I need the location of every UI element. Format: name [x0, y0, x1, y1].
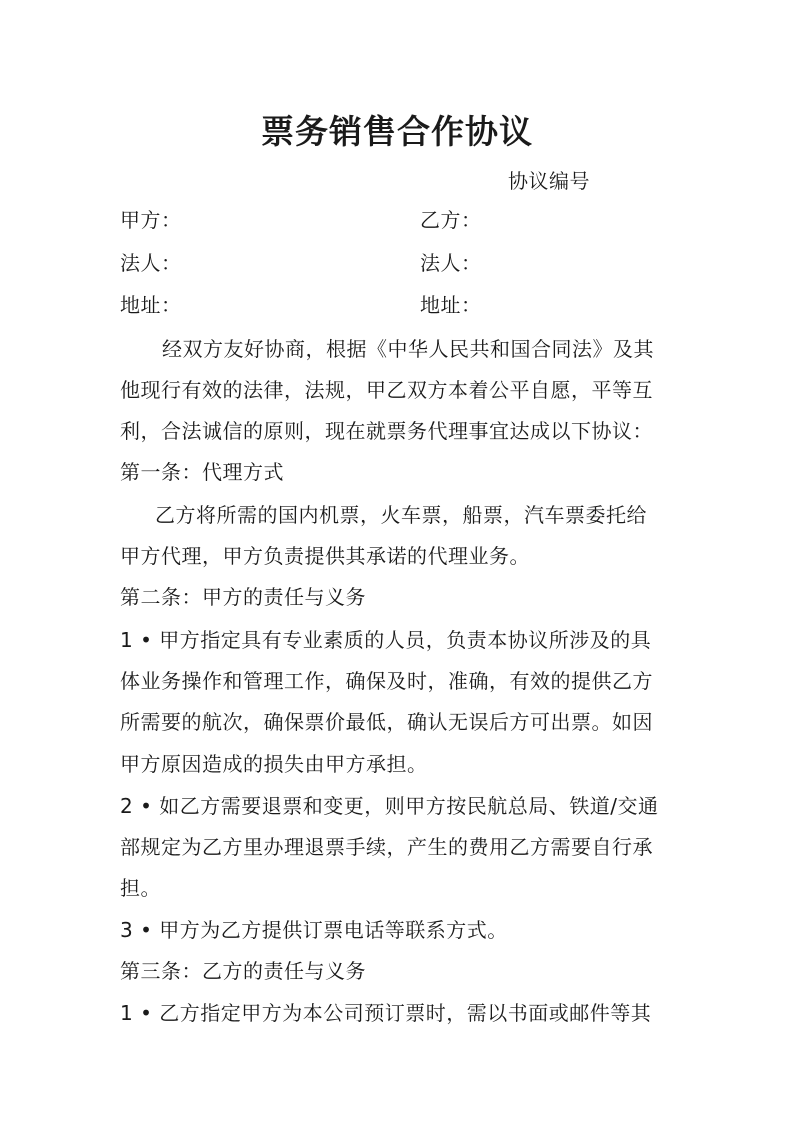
article-2-item-line: 担。	[120, 876, 161, 900]
article-2-item-line: 甲方原因造成的损失由甲方承担。	[120, 752, 428, 776]
agreement-number-label: 协议编号	[508, 169, 590, 193]
party-a-label: 甲方：	[120, 208, 182, 232]
article-2-item-line: 所需要的航次，确保票价最低，确认无误后方可出票。如因	[120, 710, 653, 734]
article-2-item-line: 1 • 甲方指定具有专业素质的人员，负责本协议所涉及的具	[120, 628, 652, 652]
article-2-item-line: 2 • 如乙方需要退票和变更，则甲方按民航总局、铁道/交通	[120, 794, 659, 818]
party-a-address-label: 地址：	[120, 293, 182, 317]
preamble-line: 利，合法诚信的原则，现在就票务代理事宜达成以下协议：	[120, 419, 653, 443]
party-b-address-label: 地址：	[420, 293, 482, 317]
party-b-legal-rep-label: 法人：	[420, 251, 482, 275]
document-title: 票务销售合作协议	[261, 112, 533, 151]
article-1-line: 乙方将所需的国内机票，火车票，船票，汽车票委托给	[155, 503, 647, 527]
preamble-line: 经双方友好协商，根据《中华人民共和国合同法》及其	[162, 337, 654, 361]
party-a-legal-rep-label: 法人：	[120, 251, 182, 275]
party-b-label: 乙方：	[420, 208, 482, 232]
article-3-heading: 第三条：乙方的责任与义务	[120, 959, 366, 983]
article-2-item-line: 3 • 甲方为乙方提供订票电话等联系方式。	[120, 918, 508, 942]
article-2-item-line: 部规定为乙方里办理退票手续，产生的费用乙方需要自行承	[120, 835, 653, 859]
article-1-line: 甲方代理，甲方负责提供其承诺的代理业务。	[120, 544, 530, 568]
article-2-item-line: 体业务操作和管理工作，确保及时，准确，有效的提供乙方	[120, 669, 653, 693]
preamble-line: 他现行有效的法律，法规，甲乙双方本着公平自愿，平等互	[120, 378, 653, 402]
article-1-heading: 第一条：代理方式	[120, 460, 284, 484]
article-3-item-line: 1 • 乙方指定甲方为本公司预订票时，需以书面或邮件等其	[120, 1001, 652, 1025]
article-2-heading: 第二条：甲方的责任与义务	[120, 585, 366, 609]
